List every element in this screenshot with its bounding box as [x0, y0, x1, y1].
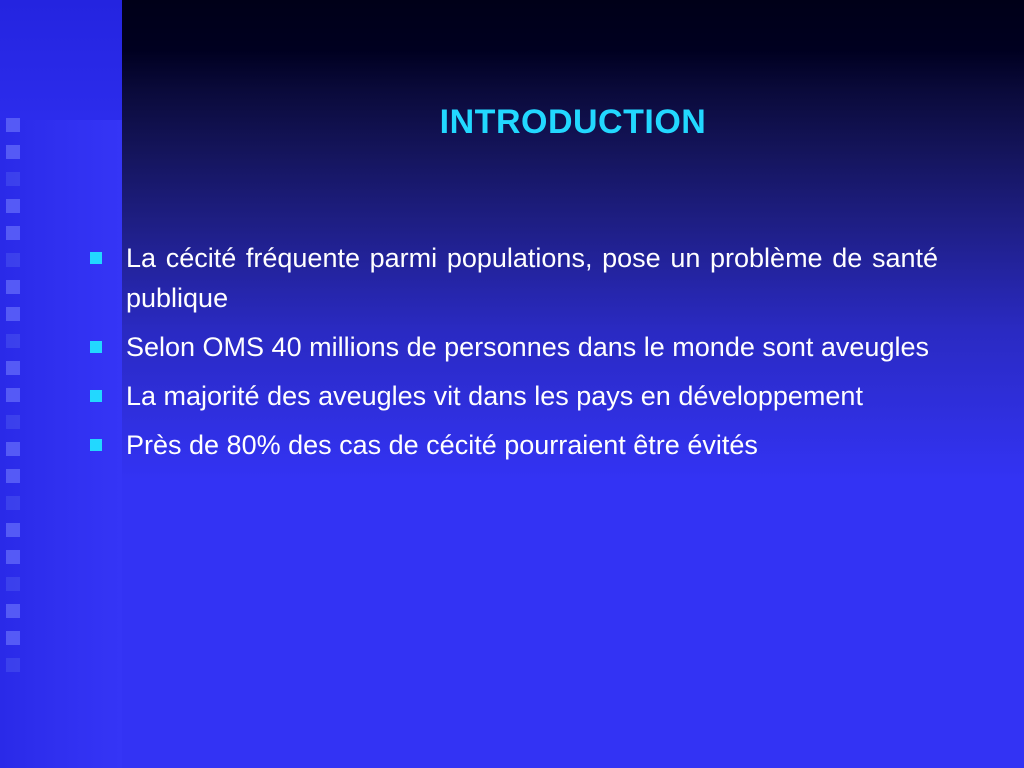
square-bullet-icon — [90, 390, 102, 402]
decorative-square — [6, 280, 20, 294]
decorative-square — [6, 199, 20, 213]
left-strip-top-shade — [0, 0, 122, 120]
decorative-square — [6, 118, 20, 132]
decorative-square — [6, 361, 20, 375]
decorative-square — [6, 577, 20, 591]
bullet-text: Selon OMS 40 millions de personnes dans le monde sont aveugles — [126, 332, 929, 362]
decorative-square — [6, 253, 20, 267]
square-bullet-icon — [90, 341, 102, 353]
decorative-square — [6, 226, 20, 240]
bullet-item-3 — [88, 376, 938, 416]
slide-title: INTRODUCTION — [439, 103, 707, 141]
decorative-square — [6, 172, 20, 186]
bullet-item-1 — [88, 238, 938, 318]
square-bullet-icon — [90, 252, 102, 264]
square-bullet-icon — [90, 439, 102, 451]
bullet-item-2 — [88, 327, 938, 367]
bullet-text: La majorité des aveugles vit dans les pays en développement — [126, 381, 863, 411]
decorative-square — [6, 496, 20, 510]
decorative-squares-column — [6, 118, 28, 678]
decorative-square — [6, 604, 20, 618]
bullet-text: Près de 80% des cas de cécité pourraient être évités — [126, 430, 758, 460]
bullet-list — [88, 238, 938, 474]
decorative-square — [6, 523, 20, 537]
bullet-text: La cécité fréquente parmi populations, pose un problème de santé publique — [126, 243, 938, 313]
decorative-square — [6, 442, 20, 456]
decorative-square — [6, 334, 20, 348]
decorative-square — [6, 550, 20, 564]
decorative-square — [6, 631, 20, 645]
decorative-square — [6, 388, 20, 402]
decorative-square — [6, 658, 20, 672]
decorative-square — [6, 307, 20, 321]
decorative-square — [6, 415, 20, 429]
decorative-square — [6, 145, 20, 159]
decorative-square — [6, 469, 20, 483]
bullet-item-4 — [88, 425, 938, 465]
